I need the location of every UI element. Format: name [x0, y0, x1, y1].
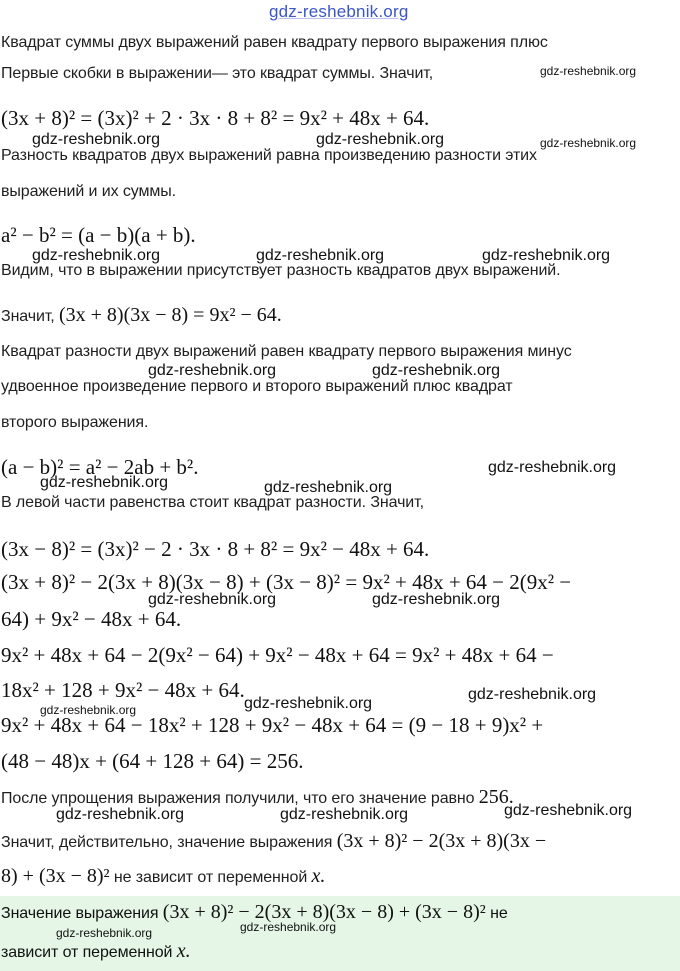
formula-line-19: 9x² + 48x + 64 − 18x² + 128 + 9x² − 48x + 64 = (9 − 18 + 9)x² + — [1, 713, 544, 737]
formula-line-16: 64) + 9x² − 48x + 64. — [1, 607, 182, 631]
text-line-22 — [1, 830, 546, 853]
line-21-value: 256. — [478, 786, 514, 808]
answer-line-2-text: зависит от переменной — [1, 944, 173, 961]
text-line-10: удвоенное произведение первого и второго выражений плюс квадрат — [1, 378, 513, 395]
answer-line-1-tail: не — [490, 905, 508, 922]
formula-sum-square: (3x + 8)² = (3x)² + 2 · 3x · 8 + 8² = 9x² + 48x + 64. — [1, 106, 430, 130]
text-line-7: Видим, что в выражении присутствует разность квадратов двух выражений. — [1, 262, 561, 279]
watermark: gdz-reshebnik.org — [488, 459, 617, 476]
formula-line-15: (3x + 8)² − 2(3x + 8)(3x − 8) + (3x − 8)² = 9x² + 48x + 64 − 2(9x² − — [1, 570, 572, 594]
watermark: gdz-reshebnik.org — [40, 474, 169, 491]
watermark: gdz-reshebnik.org — [504, 802, 633, 819]
formula-line-20: (48 − 48)x + (64 + 128 + 64) = 256. — [1, 749, 304, 773]
watermark: gdz-reshebnik.org — [32, 131, 161, 148]
watermark: gdz-reshebnik.org — [264, 479, 393, 496]
watermark: gdz-reshebnik.org — [32, 247, 161, 264]
watermark: gdz-reshebnik.org — [244, 695, 373, 712]
formula-difference-of-squares: a² − b² = (a − b)(a + b). — [1, 223, 196, 247]
text-line-23 — [1, 865, 325, 888]
watermark: gdz-reshebnik.org — [148, 591, 277, 608]
answer-formula: (3x + 8)² − 2(3x + 8)(3x − 8) + (3x − 8)² — [162, 901, 486, 923]
line-22-formula: (3x + 8)² − 2(3x + 8)(3x − — [336, 830, 547, 852]
text-line-8 — [1, 304, 282, 327]
watermark: gdz-reshebnik.org — [482, 247, 611, 264]
watermark: gdz-reshebnik.org — [540, 64, 637, 78]
text-line-5: выражений и их суммы. — [1, 183, 176, 200]
watermark-top-link[interactable]: gdz-reshebnik.org — [269, 2, 409, 21]
answer-variable: x. — [176, 940, 191, 962]
line-23-variable: x. — [311, 865, 326, 887]
line-22-text: Значит, действительно, значение выражения — [1, 834, 333, 851]
line-21-text: После упрощения выражения получили, что его значение равно — [1, 790, 475, 807]
formula-difference-square: (a − b)² = a² − 2ab + b². — [1, 455, 199, 479]
text-line-4: Разность квадратов двух выражений равна произведению разности этих — [1, 147, 537, 164]
text-line-9: Квадрат разности двух выражений равен квадрату первого выражения минус — [1, 343, 572, 360]
answer-line-1-text: Значение выражения — [1, 905, 159, 922]
line-23-formula: 8) + (3x − 8)² — [1, 865, 110, 887]
watermark: gdz-reshebnik.org — [256, 247, 385, 264]
watermark: gdz-reshebnik.org — [56, 806, 185, 823]
watermark: gdz-reshebnik.org — [468, 686, 597, 703]
text-line-11: второго выражения. — [1, 414, 149, 431]
answer-box — [0, 896, 680, 971]
watermark: gdz-reshebnik.org — [56, 926, 153, 940]
formula-line-17: 9x² + 48x + 64 − 2(9x² − 64) + 9x² − 48x + 64 = 9x² + 48x + 64 − — [1, 643, 554, 667]
watermark: gdz-reshebnik.org — [372, 362, 501, 379]
watermark: gdz-reshebnik.org — [240, 920, 337, 934]
answer-line-2 — [1, 940, 191, 963]
watermark: gdz-reshebnik.org — [540, 136, 637, 150]
text-line-13: В левой части равенства стоит квадрат разности. Значит, — [1, 494, 424, 511]
watermark: gdz-reshebnik.org — [148, 362, 277, 379]
line-8-text: Значит, — [1, 308, 55, 325]
line-8-formula: (3x + 8)(3x − 8) = 9x² − 64. — [58, 304, 282, 326]
text-line-2: Первые скобки в выражении— это квадрат суммы. Значит, — [1, 65, 434, 82]
watermark: gdz-reshebnik.org — [316, 131, 445, 148]
watermark: gdz-reshebnik.org — [280, 806, 409, 823]
text-line-1: Квадрат суммы двух выражений равен квадрату первого выражения плюс — [1, 34, 548, 51]
watermark: gdz-reshebnik.org — [372, 591, 501, 608]
line-23-text: не зависит от переменной — [113, 869, 308, 886]
formula-line-14: (3x − 8)² = (3x)² − 2 · 3x · 8 + 8² = 9x² − 48x + 64. — [1, 537, 430, 561]
watermark: gdz-reshebnik.org — [40, 703, 137, 717]
formula-line-18: 18x² + 128 + 9x² − 48x + 64. — [1, 678, 245, 702]
